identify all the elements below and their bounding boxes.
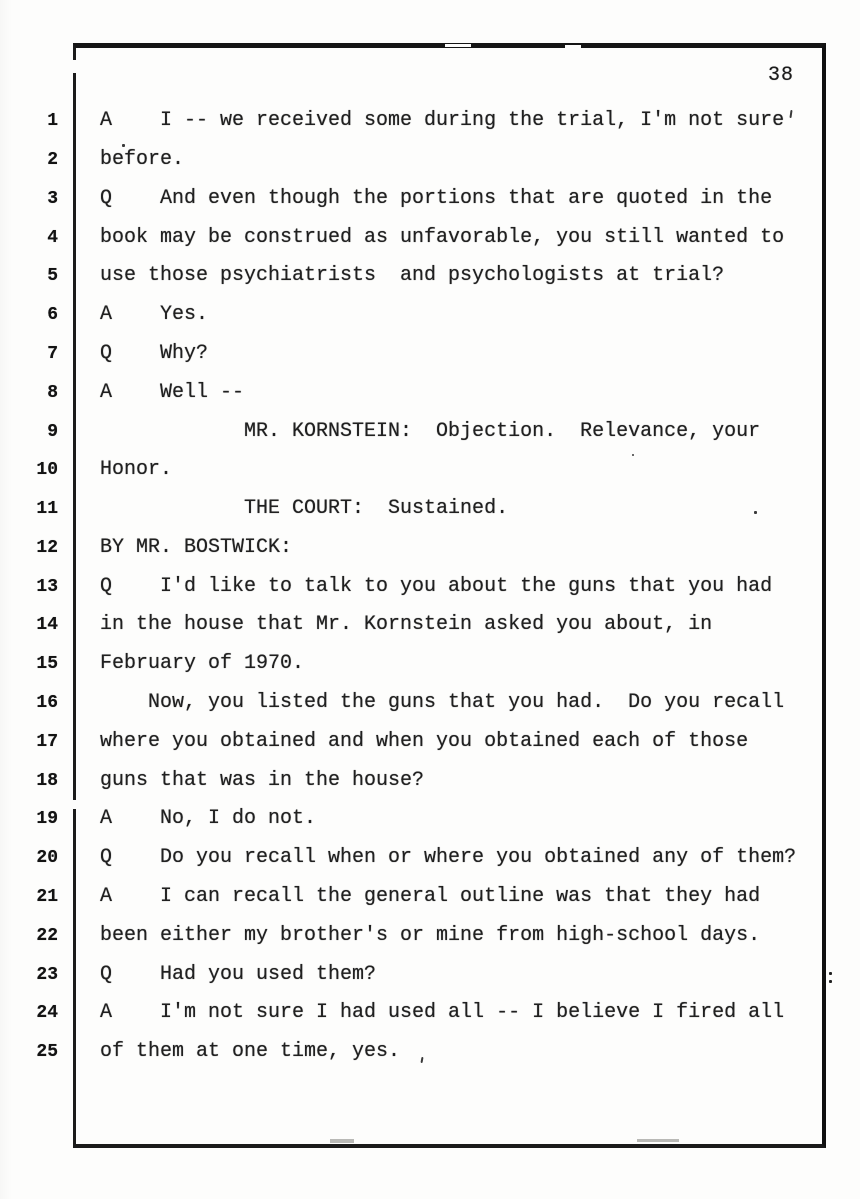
border-gap <box>565 45 581 48</box>
line-text: Q I'd like to talk to you about the guns that you had <box>100 575 773 598</box>
line-number: 14 <box>36 615 58 635</box>
line-number: 19 <box>36 809 58 829</box>
line-text: Q Had you used them? <box>100 963 377 986</box>
line-text: guns that was in the house? <box>100 769 425 792</box>
line-number: 2 <box>47 150 58 170</box>
line-text: of them at one time, yes. <box>100 1040 401 1063</box>
line-text: Now, you listed the guns that you had. Do you recall <box>100 691 785 714</box>
line-text: before. <box>100 148 185 171</box>
scan-artifact <box>122 144 125 147</box>
line-number: 9 <box>47 422 58 442</box>
transcript-line <box>0 807 860 833</box>
scan-artifact <box>829 972 832 975</box>
line-number: 21 <box>36 887 58 907</box>
line-text: A No, I do not. <box>100 807 317 830</box>
border-gap <box>637 1139 679 1142</box>
scan-artifact <box>829 980 832 983</box>
line-number: 11 <box>36 499 58 519</box>
line-number: 3 <box>47 189 58 209</box>
line-number: 1 <box>47 111 58 131</box>
transcript-line <box>0 342 860 368</box>
transcript-line <box>0 1001 860 1027</box>
line-text: in the house that Mr. Kornstein asked you about, in <box>100 613 713 636</box>
transcript-line <box>0 381 860 407</box>
line-text: where you obtained and when you obtained each of those <box>100 730 749 753</box>
line-text: A I -- we received some during the trial, I'm not sure <box>100 109 785 132</box>
line-number: 18 <box>36 771 58 791</box>
transcript-line <box>0 846 860 872</box>
border-gap <box>330 1139 354 1143</box>
transcript-line <box>0 148 860 174</box>
line-text: Q Do you recall when or where you obtained any of them? <box>100 846 797 869</box>
line-number: 16 <box>36 693 58 713</box>
transcript-line <box>0 885 860 911</box>
border-gap <box>445 44 471 47</box>
scan-artifact <box>632 454 634 456</box>
transcript-line <box>0 652 860 678</box>
line-number: 23 <box>36 965 58 985</box>
line-text: THE COURT: Sustained. <box>100 497 509 520</box>
scan-artifact <box>754 511 757 514</box>
line-text: been either my brother's or mine from high-school days. <box>100 924 761 947</box>
page-number: 38 <box>768 64 795 87</box>
line-text: BY MR. BOSTWICK: <box>100 536 293 559</box>
line-number: 8 <box>47 383 58 403</box>
transcript-line <box>0 691 860 717</box>
line-number: 24 <box>36 1003 58 1023</box>
line-number: 25 <box>36 1042 58 1062</box>
line-text: MR. KORNSTEIN: Objection. Relevance, your <box>100 420 761 443</box>
transcript-line <box>0 769 860 795</box>
line-number: 17 <box>36 732 58 752</box>
line-text: A Well -- <box>100 381 245 404</box>
line-text: book may be construed as unfavorable, you still wanted to <box>100 226 785 249</box>
line-number: 4 <box>47 228 58 248</box>
line-number: 22 <box>36 926 58 946</box>
transcript-line <box>0 497 860 523</box>
transcript-line <box>0 109 860 135</box>
line-number: 10 <box>36 460 58 480</box>
line-number: 7 <box>47 344 58 364</box>
transcript-line <box>0 924 860 950</box>
line-number: 20 <box>36 848 58 868</box>
line-number: 12 <box>36 538 58 558</box>
transcript-line <box>0 1040 860 1066</box>
transcript-line <box>0 226 860 252</box>
transcript-line <box>0 575 860 601</box>
transcript-line <box>0 536 860 562</box>
transcript-line <box>0 187 860 213</box>
line-text: Q And even though the portions that are quoted in the <box>100 187 773 210</box>
line-text: Honor. <box>100 458 173 481</box>
border-gap <box>73 60 76 73</box>
line-text: February of 1970. <box>100 652 305 675</box>
line-number: 5 <box>47 266 58 286</box>
line-text: use those psychiatrists and psychologists at trial? <box>100 264 725 287</box>
transcript-line <box>0 303 860 329</box>
line-number: 6 <box>47 305 58 325</box>
transcript-line <box>0 458 860 484</box>
transcript-line <box>0 264 860 290</box>
line-number: 13 <box>36 577 58 597</box>
line-text: A I'm not sure I had used all -- I believe I fired all <box>100 1001 785 1024</box>
line-number: 15 <box>36 654 58 674</box>
line-text: A I can recall the general outline was that they had <box>100 885 761 908</box>
transcript-line <box>0 420 860 446</box>
line-text: A Yes. <box>100 303 209 326</box>
transcript-line <box>0 963 860 989</box>
transcript-line <box>0 730 860 756</box>
transcript-line <box>0 613 860 639</box>
line-text: Q Why? <box>100 342 209 365</box>
